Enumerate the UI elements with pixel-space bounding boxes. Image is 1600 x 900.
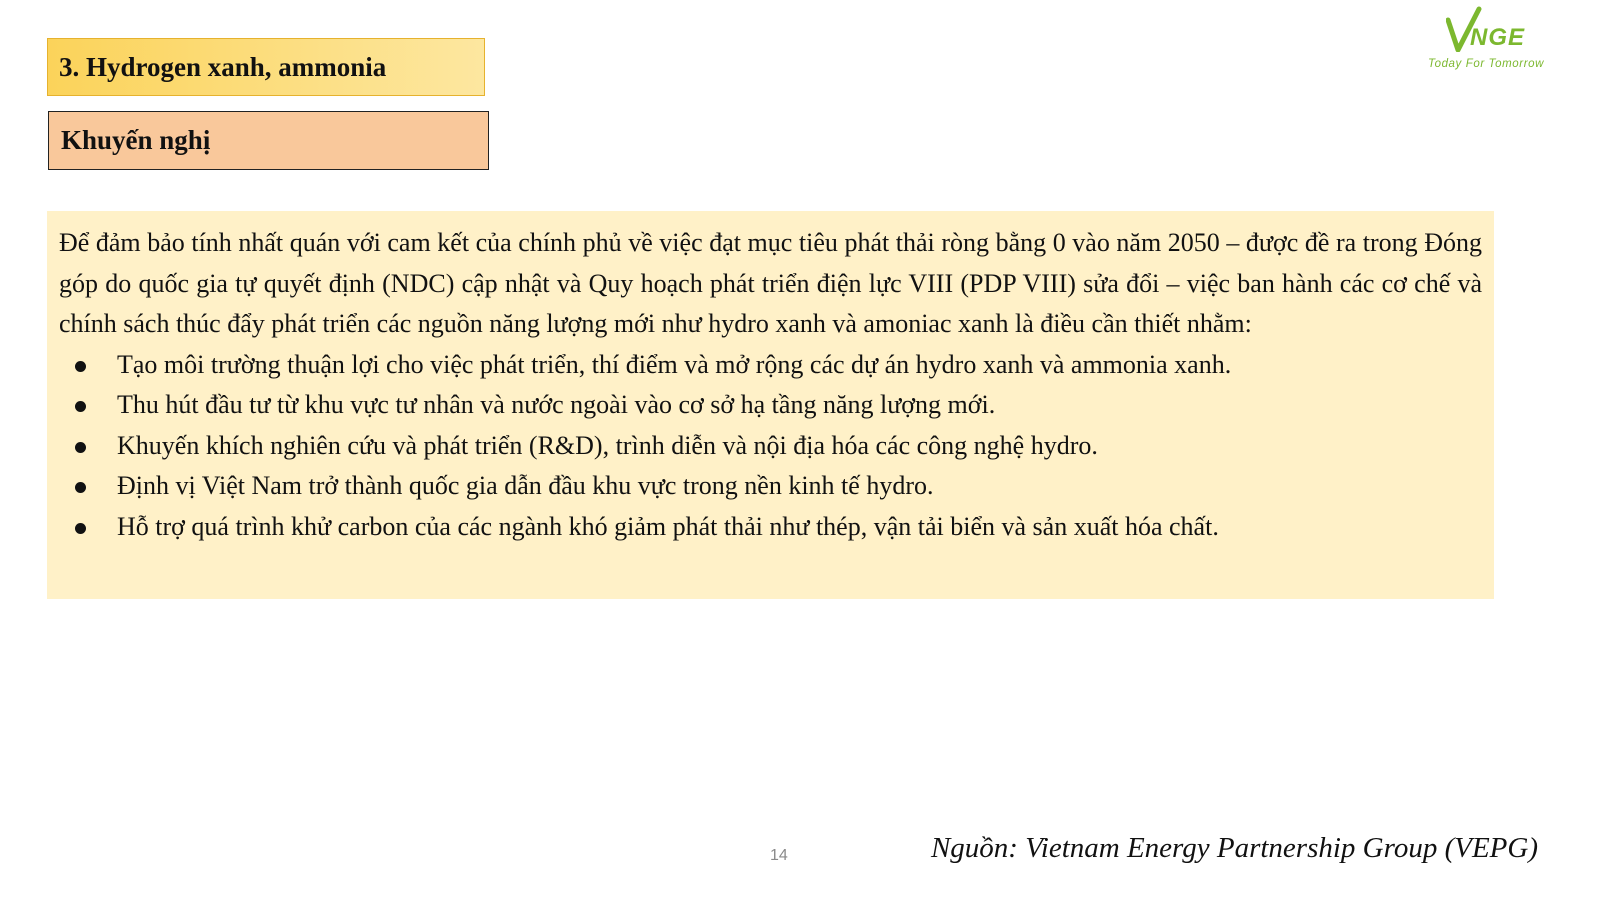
list-item-text: Hỗ trợ quá trình khử carbon của các ngành khó giảm phát thải như thép, vận tải biển và sản xuất hóa chất. xyxy=(117,511,1219,541)
logo-text: NGE xyxy=(1470,24,1526,51)
bullet-icon xyxy=(75,482,86,493)
bullet-icon xyxy=(75,361,86,372)
section-title xyxy=(47,38,485,96)
bullet-icon xyxy=(75,523,86,534)
list-item xyxy=(59,345,1482,386)
list-item-text: Định vị Việt Nam trở thành quốc gia dẫn đầu khu vực trong nền kinh tế hydro. xyxy=(117,471,934,500)
list-item xyxy=(59,507,1482,548)
bullet-icon xyxy=(75,442,86,453)
list-item-text: Tạo môi trường thuận lợi cho việc phát triển, thí điểm và mở rộng các dự án hydro xanh và ammonia xanh. xyxy=(117,349,1232,379)
logo-tagline: Today For Tomorrow xyxy=(1428,58,1545,70)
source-citation: Nguồn: Vietnam Energy Partnership Group (VEPG) xyxy=(930,832,1538,864)
bullet-icon xyxy=(75,401,86,412)
bullet-list xyxy=(59,345,1482,548)
list-item xyxy=(59,466,1482,507)
list-item xyxy=(59,426,1482,467)
sub-title xyxy=(48,111,489,170)
recommendation-box xyxy=(47,211,1494,599)
list-item-text: Thu hút đầu tư từ khu vực tư nhân và nước ngoài vào cơ sở hạ tầng năng lượng mới. xyxy=(117,390,996,419)
list-item xyxy=(59,385,1482,426)
page-number: 14 xyxy=(770,847,788,864)
sub-title-text: Khuyến nghị xyxy=(61,125,211,155)
section-title-text: 3. Hydrogen xanh, ammonia xyxy=(59,51,387,82)
intro-paragraph: Để đảm bảo tính nhất quán với cam kết của chính phủ về việc đạt mục tiêu phát thải ròng bằng 0 vào năm 2050 – được đề ra trong Đóng góp do quốc gia tự quyết định (NDC) cập nhật và Quy hoạch phát triển điện lực VIII (PDP VIII) sửa đổi – việc ban hành các cơ chế và chính sách thúc đẩy phát triển các nguồn năng lượng mới như hydro xanh và amoniac xanh là điều cần thiết nhằm: xyxy=(59,228,1482,338)
list-item-text: Khuyến khích nghiên cứu và phát triển (R&D), trình diễn và nội địa hóa các công nghệ hydro. xyxy=(117,430,1098,460)
vnge-logo xyxy=(1426,6,1566,72)
